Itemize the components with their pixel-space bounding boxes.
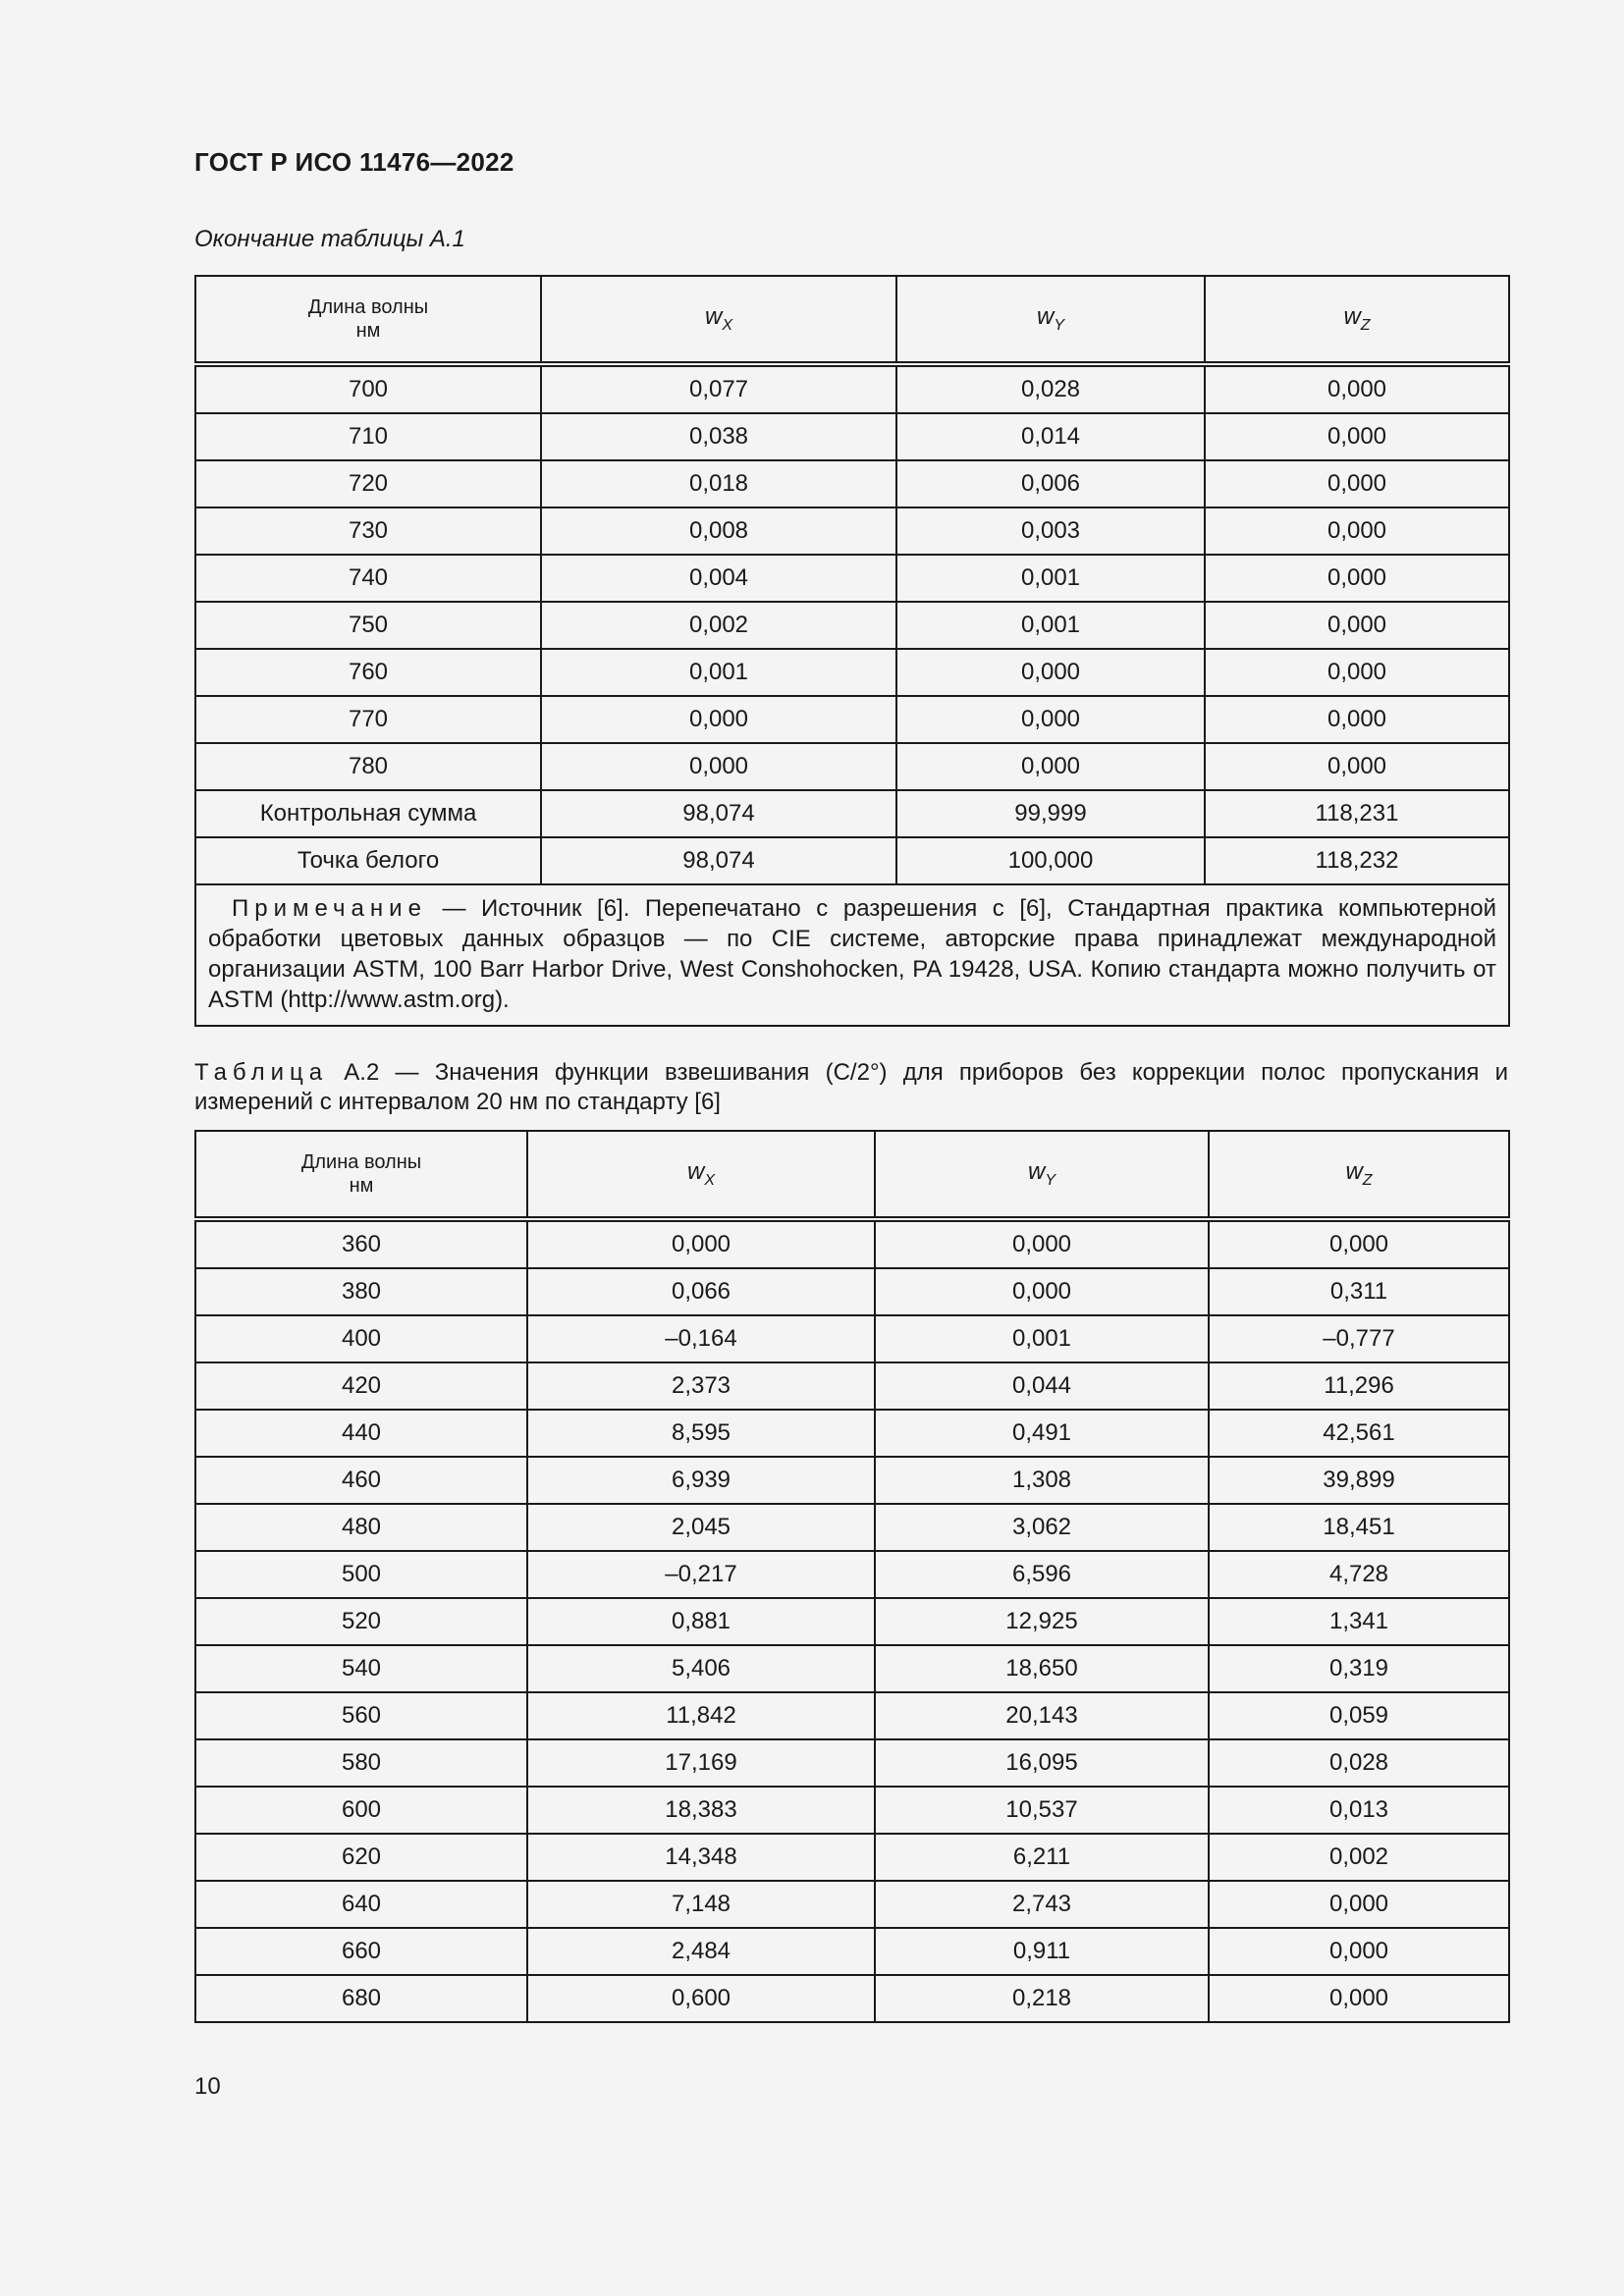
cell-wavelength: 500 [195,1551,527,1598]
cell-wy: 6,596 [875,1551,1209,1598]
cell-wx: –0,217 [527,1551,875,1598]
cell-wz: 0,013 [1209,1787,1509,1834]
cell-wy: 100,000 [896,837,1205,884]
note-label: Примечание [232,895,427,922]
cell-wavelength: 740 [195,555,541,602]
cell-wy: 0,001 [896,602,1205,649]
cell-wy: 0,000 [875,1219,1209,1268]
cell-wavelength: 480 [195,1504,527,1551]
cell-wavelength: 680 [195,1975,527,2022]
cell-wz: 0,000 [1205,364,1509,413]
table-row [195,790,1509,837]
table-row [195,602,1509,649]
cell-wavelength: 580 [195,1739,527,1787]
cell-wavelength: 780 [195,743,541,790]
cell-wy: 2,743 [875,1881,1209,1928]
cell-wy: 3,062 [875,1504,1209,1551]
table-row [195,1410,1509,1457]
cell-wz: 1,341 [1209,1598,1509,1645]
cell-wavelength: 380 [195,1268,527,1315]
header-wx [527,1131,875,1219]
table-continuation-label: Окончание таблицы А.1 [194,226,465,252]
header-wy [896,276,1205,364]
table-a2-body [195,1219,1509,2022]
cell-wy: 0,006 [896,460,1205,507]
cell-wx: 5,406 [527,1645,875,1692]
cell-wavelength: Контрольная сумма [195,790,541,837]
cell-wy: 0,000 [875,1268,1209,1315]
header-wx-sub: X [704,1171,715,1189]
table-header-row [195,276,1509,364]
cell-wz: 118,231 [1205,790,1509,837]
table-row [195,1551,1509,1598]
cell-wx: 2,045 [527,1504,875,1551]
cell-wz: 0,311 [1209,1268,1509,1315]
cell-wavelength: 420 [195,1362,527,1410]
cell-wy: 1,308 [875,1457,1209,1504]
cell-wx: –0,164 [527,1315,875,1362]
header-wz-sub: Z [1362,1171,1373,1189]
header-wz [1209,1131,1509,1219]
table-row [195,1315,1509,1362]
cell-wz: 0,000 [1205,413,1509,460]
header-wavelength-label: Длина волны [300,1151,422,1173]
cell-wx: 14,348 [527,1834,875,1881]
table-note [195,884,1509,1026]
cell-wx: 7,148 [527,1881,875,1928]
cell-wz: 0,000 [1205,460,1509,507]
header-wavelength-label: Длина волны [307,296,429,318]
header-wz-base: w [1345,1158,1363,1186]
table-row [195,507,1509,555]
cell-wy: 0,000 [896,649,1205,696]
cell-wx: 0,002 [541,602,896,649]
cell-wavelength: 360 [195,1219,527,1268]
cell-wx: 2,373 [527,1362,875,1410]
cell-wz: 0,000 [1205,602,1509,649]
cell-wx: 18,383 [527,1787,875,1834]
table-header-row [195,1131,1509,1219]
cell-wz: 11,296 [1209,1362,1509,1410]
cell-wz: 42,561 [1209,1410,1509,1457]
cell-wz: 0,000 [1209,1975,1509,2022]
cell-wz: –0,777 [1209,1315,1509,1362]
cell-wavelength: 700 [195,364,541,413]
table-row [195,460,1509,507]
cell-wx: 8,595 [527,1410,875,1457]
cell-wz: 0,028 [1209,1739,1509,1787]
cell-wz: 0,000 [1205,743,1509,790]
cell-wavelength: 560 [195,1692,527,1739]
cell-wavelength: 400 [195,1315,527,1362]
table-note-row [195,884,1509,1026]
cell-wz: 0,059 [1209,1692,1509,1739]
document-code: ГОСТ Р ИСО 11476—2022 [194,147,514,177]
cell-wx: 0,066 [527,1268,875,1315]
header-wx [541,276,896,364]
cell-wy: 0,003 [896,507,1205,555]
header-wavelength-unit: нм [349,1175,374,1197]
cell-wavelength: 720 [195,460,541,507]
table-row [195,1645,1509,1692]
caption-label: Таблица [194,1059,329,1086]
table-row [195,1362,1509,1410]
cell-wy: 16,095 [875,1739,1209,1787]
cell-wavelength: 660 [195,1928,527,1975]
table-a1-body [195,364,1509,884]
table-row [195,413,1509,460]
header-wx-sub: X [722,316,732,334]
header-wy-base: w [1036,303,1055,331]
cell-wz: 0,000 [1205,555,1509,602]
header-wy-sub: Y [1054,316,1064,334]
cell-wavelength: 440 [195,1410,527,1457]
header-wz [1205,276,1509,364]
cell-wx: 0,038 [541,413,896,460]
header-wavelength [195,1131,527,1219]
cell-wz: 0,000 [1205,649,1509,696]
table-row [195,1504,1509,1551]
header-wz-sub: Z [1360,316,1371,334]
cell-wx: 0,004 [541,555,896,602]
cell-wx: 0,001 [541,649,896,696]
cell-wavelength: Точка белого [195,837,541,884]
cell-wx: 0,000 [541,696,896,743]
table-row [195,743,1509,790]
table-row [195,696,1509,743]
cell-wy: 0,000 [896,696,1205,743]
cell-wx: 0,018 [541,460,896,507]
cell-wx: 2,484 [527,1928,875,1975]
header-wy [875,1131,1209,1219]
cell-wavelength: 520 [195,1598,527,1645]
cell-wz: 0,000 [1209,1881,1509,1928]
header-wz-base: w [1343,303,1361,331]
cell-wavelength: 460 [195,1457,527,1504]
cell-wy: 0,001 [896,555,1205,602]
cell-wz: 39,899 [1209,1457,1509,1504]
cell-wz: 118,232 [1205,837,1509,884]
cell-wx: 0,881 [527,1598,875,1645]
cell-wx: 0,008 [541,507,896,555]
cell-wavelength: 770 [195,696,541,743]
table-row [195,1975,1509,2022]
cell-wy: 10,537 [875,1787,1209,1834]
table-a2-caption [194,1058,1508,1117]
cell-wy: 0,911 [875,1928,1209,1975]
cell-wz: 0,002 [1209,1834,1509,1881]
table-row [195,364,1509,413]
table-row [195,1219,1509,1268]
cell-wx: 11,842 [527,1692,875,1739]
cell-wavelength: 640 [195,1881,527,1928]
cell-wx: 98,074 [541,790,896,837]
caption-text: А.2 — Значения функции взвешивания (С/2°) для приборов без коррекции полос пропускания и измерений с интервалом 20 нм по стандарту [6] [194,1059,1508,1115]
cell-wy: 99,999 [896,790,1205,837]
cell-wavelength: 760 [195,649,541,696]
table-row [195,1787,1509,1834]
cell-wavelength: 540 [195,1645,527,1692]
table-row [195,1834,1509,1881]
table-row [195,837,1509,884]
cell-wy: 0,001 [875,1315,1209,1362]
cell-wx: 0,000 [527,1219,875,1268]
cell-wy: 0,044 [875,1362,1209,1410]
cell-wy: 0,491 [875,1410,1209,1457]
table-a2 [194,1130,1510,2023]
table-row [195,1739,1509,1787]
table-row [195,1881,1509,1928]
cell-wx: 0,077 [541,364,896,413]
cell-wavelength: 730 [195,507,541,555]
header-wx-base: w [704,303,723,331]
cell-wz: 0,000 [1209,1219,1509,1268]
table-row [195,1268,1509,1315]
header-wavelength-unit: нм [355,320,381,342]
cell-wy: 0,028 [896,364,1205,413]
table-a1-end [194,275,1510,1027]
cell-wz: 4,728 [1209,1551,1509,1598]
note-text: — Источник [6]. Перепечатано с разрешения с [6], Стандартная практика компьютерной обработки цветовых данных образцов — по CIE системе, авторские права принадлежат международной организации ASTM, 100 Barr Harbor Drive, West Conshohocken, PA 19428, USA. Копию стандарта можно получить от ASTM (http://www.astm.org). [208,895,1496,1013]
table-row [195,555,1509,602]
cell-wy: 6,211 [875,1834,1209,1881]
cell-wz: 0,000 [1209,1928,1509,1975]
cell-wz: 0,000 [1205,696,1509,743]
table-row [195,1928,1509,1975]
cell-wavelength: 710 [195,413,541,460]
cell-wx: 6,939 [527,1457,875,1504]
header-wx-base: w [686,1158,705,1186]
table-row [195,649,1509,696]
cell-wy: 20,143 [875,1692,1209,1739]
header-wy-base: w [1027,1158,1046,1186]
cell-wavelength: 620 [195,1834,527,1881]
cell-wy: 12,925 [875,1598,1209,1645]
cell-wavelength: 750 [195,602,541,649]
header-wavelength [195,276,541,364]
table-row [195,1598,1509,1645]
page-number: 10 [194,2073,221,2100]
cell-wy: 0,000 [896,743,1205,790]
table-row [195,1692,1509,1739]
cell-wy: 0,014 [896,413,1205,460]
cell-wz: 18,451 [1209,1504,1509,1551]
cell-wx: 17,169 [527,1739,875,1787]
table-row [195,1457,1509,1504]
cell-wavelength: 600 [195,1787,527,1834]
cell-wx: 0,600 [527,1975,875,2022]
cell-wy: 18,650 [875,1645,1209,1692]
header-wy-sub: Y [1045,1171,1056,1189]
cell-wx: 0,000 [541,743,896,790]
cell-wx: 98,074 [541,837,896,884]
cell-wz: 0,319 [1209,1645,1509,1692]
cell-wy: 0,218 [875,1975,1209,2022]
cell-wz: 0,000 [1205,507,1509,555]
